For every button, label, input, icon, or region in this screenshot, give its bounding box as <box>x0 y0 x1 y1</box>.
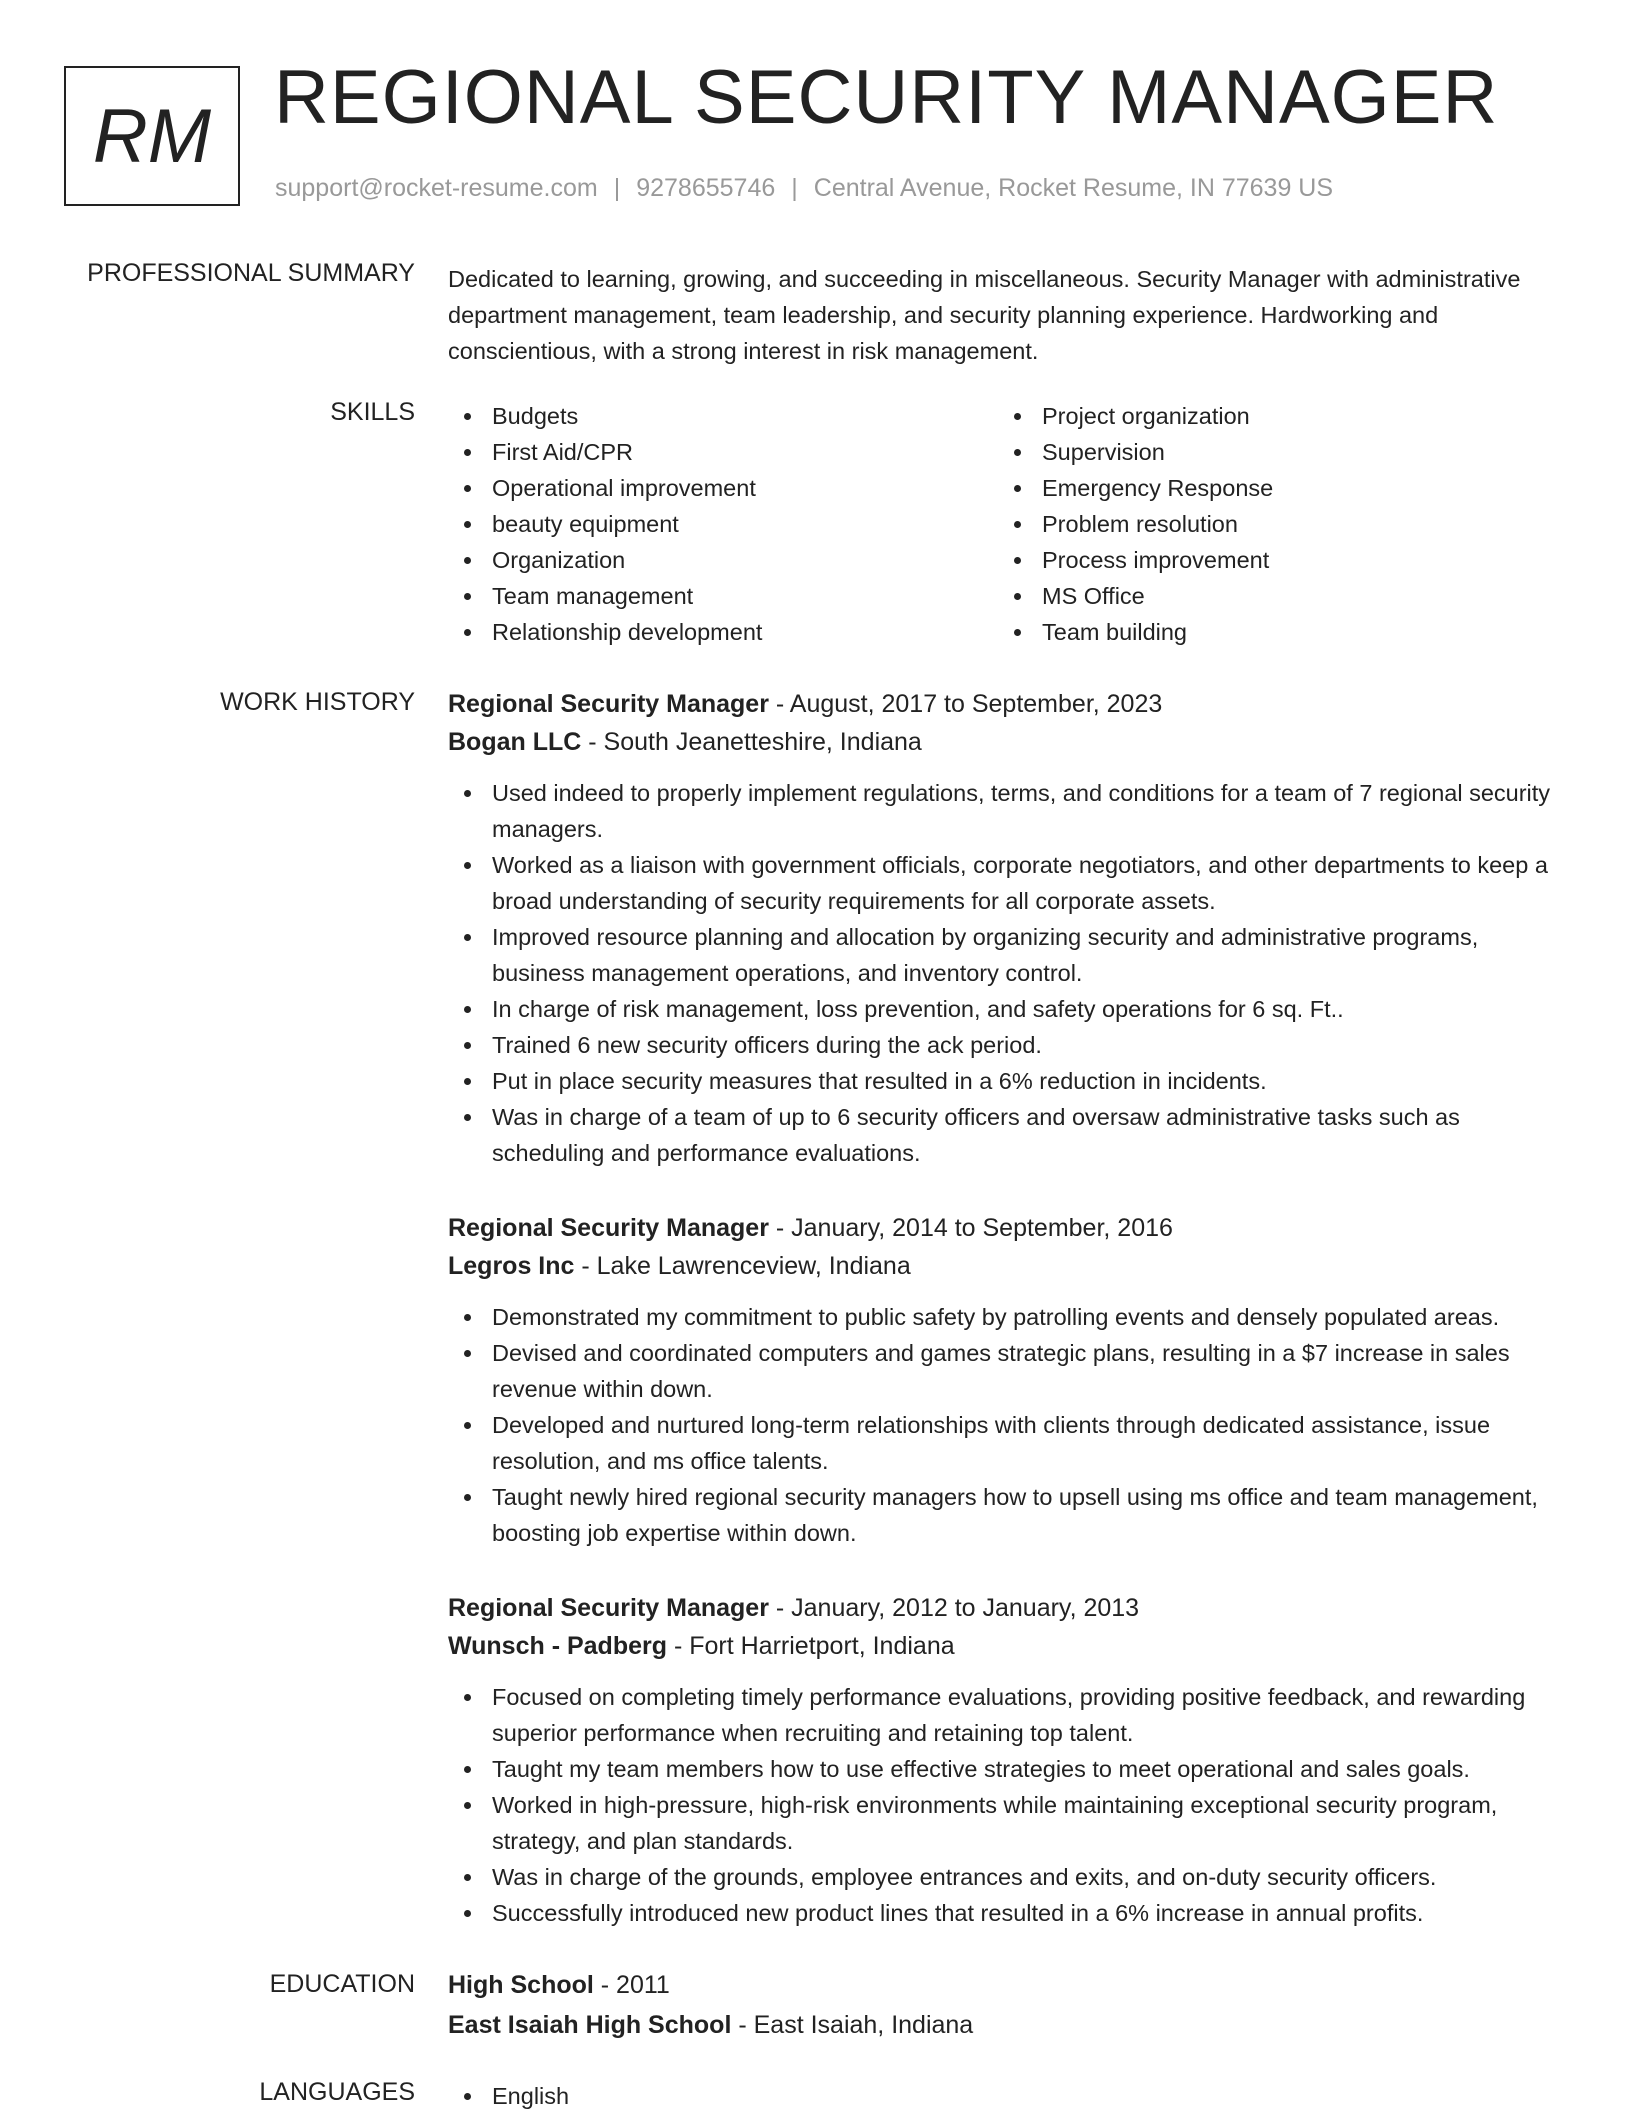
job-dates: - January, 2012 to January, 2013 <box>768 1594 1140 1622</box>
job-entry <box>448 685 1568 1171</box>
job-title-line <box>448 1209 1568 1247</box>
job-bullet: Demonstrated my commitment to public safety by patrolling events and densely populated areas. <box>448 1299 1568 1335</box>
job-location: - Lake Lawrenceview, Indiana <box>574 1252 911 1280</box>
education-heading: EDUCATION <box>269 1970 415 1998</box>
skill-item: Operational improvement <box>448 470 762 506</box>
job-bullet: In charge of risk management, loss prevention, and safety operations for 6 sq. Ft.. <box>448 991 1568 1027</box>
skill-item: Project organization <box>998 398 1273 434</box>
job-bullet: Was in charge of a team of up to 6 security officers and oversaw administrative tasks such as scheduling and performance evaluations. <box>448 1099 1568 1171</box>
job-company-line <box>448 1247 1568 1285</box>
skill-item: Team building <box>998 614 1273 650</box>
job-company-line <box>448 1627 1568 1665</box>
education-school-line <box>448 2006 1568 2044</box>
language-item: English <box>448 2078 569 2114</box>
job-bullet: Successfully introduced new product lines that resulted in a 6% increase in annual profits. <box>448 1895 1568 1931</box>
job-bullet: Worked as a liaison with government officials, corporate negotiators, and other departments to keep a broad understanding of security requirements for all corporate assets. <box>448 847 1568 919</box>
job-bullet: Was in charge of the grounds, employee entrances and exits, and on-duty security officers. <box>448 1859 1568 1895</box>
skill-item: First Aid/CPR <box>448 434 762 470</box>
contact-phone: 9278655746 <box>636 174 776 202</box>
education-degree-line <box>448 1966 1568 2004</box>
skill-item: beauty equipment <box>448 506 762 542</box>
job-bullet: Put in place security measures that resulted in a 6% reduction in incidents. <box>448 1063 1568 1099</box>
job-dates: - January, 2014 to September, 2016 <box>768 1214 1173 1242</box>
job-bullets <box>448 1679 1568 1931</box>
languages-list <box>448 2078 569 2114</box>
summary-heading: PROFESSIONAL SUMMARY <box>87 259 415 287</box>
job-company: Wunsch - Padberg <box>448 1632 668 1660</box>
job-title-line <box>448 685 1568 723</box>
job-company-line <box>448 723 1568 761</box>
languages-heading: LANGUAGES <box>259 2078 415 2106</box>
job-bullets <box>448 775 1568 1171</box>
job-company: Legros Inc <box>448 1252 575 1280</box>
job-bullets <box>448 1299 1568 1551</box>
monogram-logo: RM <box>64 66 240 206</box>
education-school: East Isaiah High School <box>448 2011 732 2039</box>
job-bullet: Trained 6 new security officers during the ack period. <box>448 1027 1568 1063</box>
job-bullet: Improved resource planning and allocation by organizing security and administrative programs, business management operations, and inventory control. <box>448 919 1568 991</box>
contact-separator: | <box>613 174 621 202</box>
skills-heading: SKILLS <box>330 398 415 426</box>
job-entry <box>448 1589 1568 1931</box>
skills-list-right <box>998 398 1273 650</box>
job-dates: - August, 2017 to September, 2023 <box>768 690 1163 718</box>
job-title: Regional Security Manager <box>448 1214 769 1242</box>
skill-item: Problem resolution <box>998 506 1273 542</box>
job-title: Regional Security Manager <box>448 1594 769 1622</box>
resume-title: REGIONAL SECURITY MANAGER <box>274 55 1499 140</box>
education-degree: High School <box>448 1971 594 1999</box>
job-title: Regional Security Manager <box>448 690 769 718</box>
skill-item: MS Office <box>998 578 1273 614</box>
job-entry <box>448 1209 1568 1551</box>
work-history-heading: WORK HISTORY <box>220 688 415 716</box>
skill-item: Supervision <box>998 434 1273 470</box>
job-bullet: Worked in high-pressure, high-risk environments while maintaining exceptional security program, strategy, and plan standards. <box>448 1787 1568 1859</box>
job-title-line <box>448 1589 1568 1627</box>
job-company: Bogan LLC <box>448 728 582 756</box>
job-location: - Fort Harrietport, Indiana <box>667 1632 955 1660</box>
skills-list-left <box>448 398 762 650</box>
job-bullet: Taught newly hired regional security managers how to upsell using ms office and team management, boosting job expertise within down. <box>448 1479 1568 1551</box>
job-bullet: Used indeed to properly implement regulations, terms, and conditions for a team of 7 regional security managers. <box>448 775 1568 847</box>
job-bullet: Developed and nurtured long-term relationships with clients through dedicated assistance, issue resolution, and ms office talents. <box>448 1407 1568 1479</box>
job-bullet: Devised and coordinated computers and games strategic plans, resulting in a $7 increase in sales revenue within down. <box>448 1335 1568 1407</box>
job-bullet: Taught my team members how to use effective strategies to meet operational and sales goals. <box>448 1751 1568 1787</box>
job-bullet: Focused on completing timely performance evaluations, providing positive feedback, and rewarding superior performance when recruiting and retaining top talent. <box>448 1679 1568 1751</box>
skill-item: Team management <box>448 578 762 614</box>
education-location: - East Isaiah, Indiana <box>731 2011 974 2039</box>
contact-separator: | <box>791 174 798 202</box>
skill-item: Budgets <box>448 398 762 434</box>
skill-item: Process improvement <box>998 542 1273 578</box>
summary-text: Dedicated to learning, growing, and succeeding in miscellaneous. Security Manager with administrative department management, team leadership, and security planning experience. Hardworking and conscientious, with a strong interest in risk management. <box>448 266 1521 364</box>
job-location: - South Jeanetteshire, Indiana <box>581 728 922 756</box>
skill-item: Emergency Response <box>998 470 1273 506</box>
education-year: - 2011 <box>593 1971 670 1999</box>
skill-item: Relationship development <box>448 614 762 650</box>
contact-line <box>275 174 1333 203</box>
contact-address: Central Avenue, Rocket Resume, IN 77639 US <box>813 174 1334 202</box>
skill-item: Organization <box>448 542 762 578</box>
contact-email: support@rocket-resume.com <box>275 174 598 202</box>
